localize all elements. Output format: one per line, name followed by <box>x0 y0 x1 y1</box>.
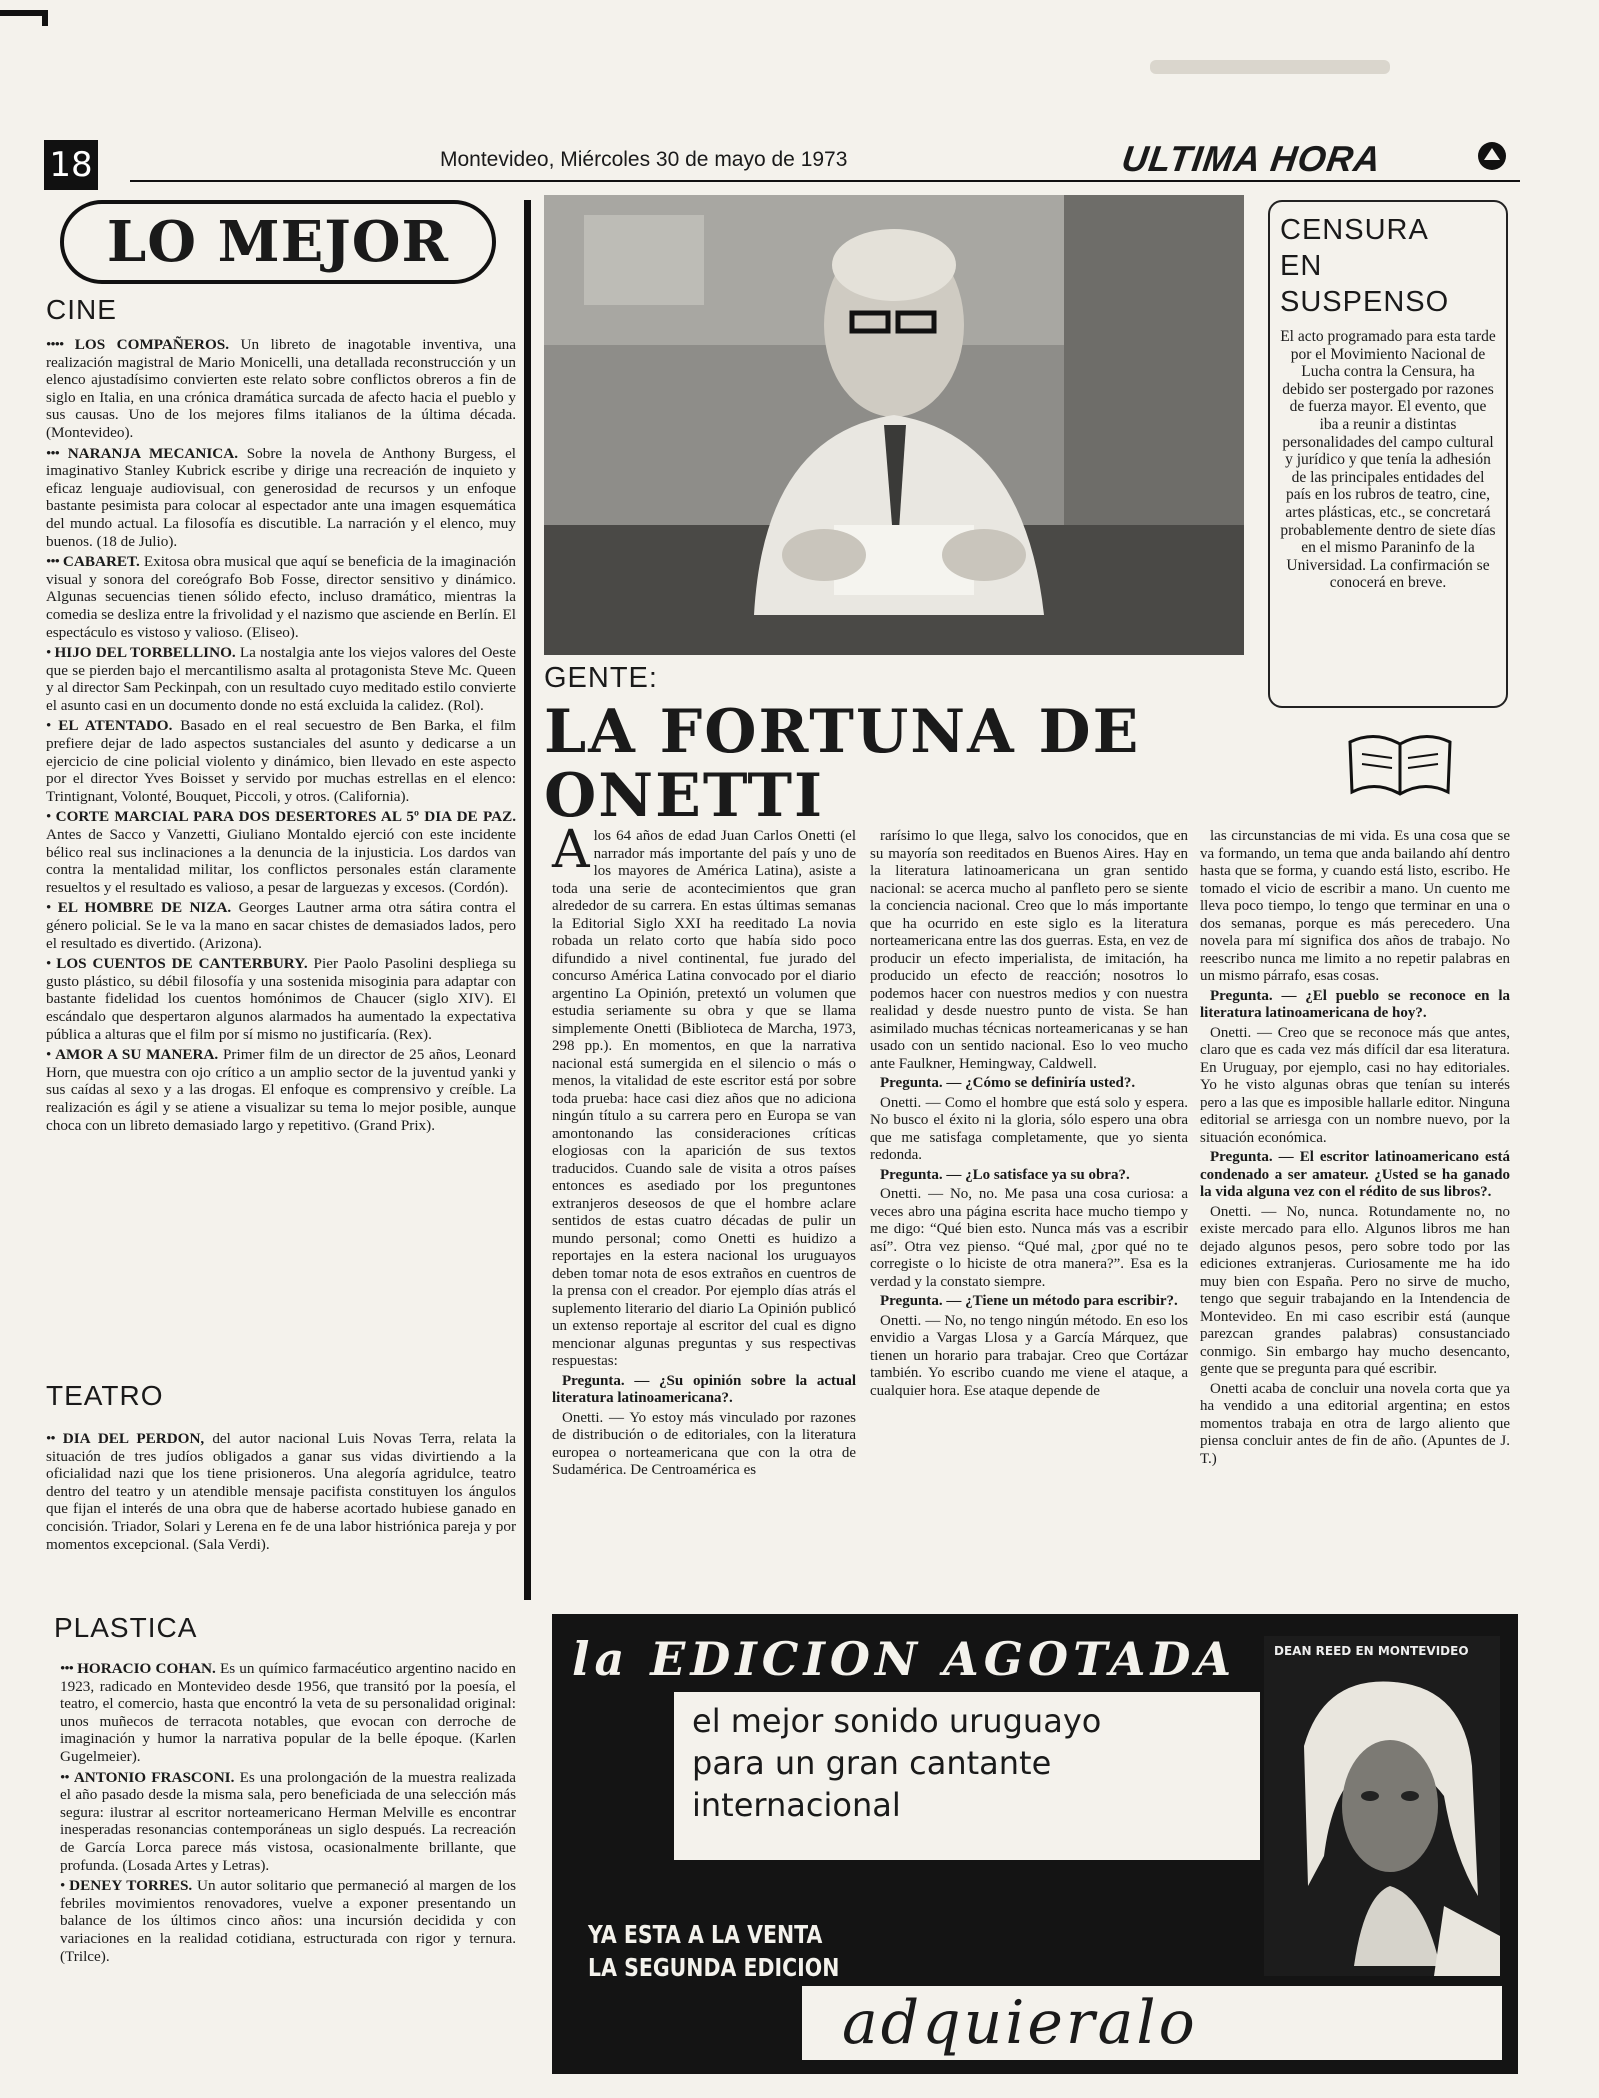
review-item: ••• CABARET. Exitosa obra musical que aquí se beneficia de la imaginación visual y sonora del coreógrafo Bob Fosse, director sensitivo y dinámico. Algunas secuencias tienen sólido efecto, incluso dramático, mientras la comedia se desliza entre la frivolidad y el nazismo que asciende en Berlín. El espectáculo es vistoso y valioso. (Eliseo). <box>46 553 517 641</box>
censura-box <box>1268 200 1508 708</box>
review-item: •••• LOS COMPAÑEROS. Un libreto de inagotable inventiva, una realización magistral de Mario Monicelli, una detallada reconstrucción y un elenco ajustadísimo convierten este relato sobre conflictos obreros a fin de siglo en Italia, en una crónica dramática surcada de afecto hacia el pueblo y sus causas. Uno de los mejores films italianos de la última década. (Montevideo). <box>46 336 517 441</box>
article-paragraph: Onetti. — Yo estoy más vinculado por razones de distribución o de editoriales, con la literatura europea o norteamericana que con la otra de Sudamérica. De Centroamérica es <box>552 1409 856 1478</box>
article-column-1 <box>552 820 856 1482</box>
article-paragraph: Onetti acaba de concluir una novela corta que ya ha vendido a una editorial argentina; en estos momentos trabaja en otra de largo aliento que piensa concluir antes de fin de año. (Apuntes de J. T.) <box>1200 1380 1510 1467</box>
article-paragraph: Onetti. — No, no tengo ningún método. En eso los envidio a Vargas Llosa y a García Márquez, que tienen un horario para trabajar. Creo que Cortázar también. Yo escribo cuando me viene el ataque, a cualquier hora. Ese ataque depende de <box>870 1312 1188 1399</box>
teatro-heading: TEATRO <box>46 1380 164 1411</box>
masthead-logo: ULTIMA HORA <box>1119 138 1384 179</box>
article-question: Pregunta. — El escritor latinoamericano está condenado a ser amateur. ¿Usted se ha ganado la vida alguna vez con el rédito de sus libros?. <box>1200 1149 1510 1200</box>
faded-stamp <box>1150 60 1390 74</box>
review-item: • EL HOMBRE DE NIZA. Georges Lautner arma otra sátira contra el género policial. Se le va la mano en sacar chistes de demasiados lados, pero el resultado es divertido. (Arizona). <box>46 899 517 952</box>
review-item: •• ANTONIO FRASCONI. Es una prolongación de la muestra realizada el año pasado desde la misma sala, pero beneficiada de una selección más segura: ilustrar al escritor norteamericano Herman Melville es encontrar inesperadas resonancias contemporáneas un siglo después. La recreación de García Lorca parece más vistosa, ocasionalmente brillante, que profunda. (Losada Artes y Letras). <box>60 1768 517 1874</box>
article-paragraph: Onetti. — No, nunca. Rotundamente no, no existe mercado para ello. Algunos libros me han dejado algunos pesos, pero sobre todo por las ediciones extranjeras. Curiosamente me ha ido muy bien con España. Pero no sirve de mucho, tengo que seguir trabajando en la Intendencia de Montevideo. En mi caso escribir está (aunque parezcan grandes palabras) consustanciado conmigo. Sin embargo hay mucho desencanto, gente que se pregunta para qué escribir. <box>1200 1203 1510 1377</box>
header-rule <box>130 180 1520 182</box>
review-item: • HIJO DEL TORBELLINO. La nostalgia ante los viejos valores del Oeste que se pierden bajo el mercantilismo asalta al protagonista Steve Mc. Queen y al director Sam Peckinpah, con un resultado cuyo meditado estilo convierte el asunto casi en un documento donde no está excluida la calidez. (Rol). <box>46 644 517 714</box>
cine-heading: CINE <box>46 294 117 325</box>
article-column-3 <box>1200 828 1510 1470</box>
portrait-caption: DEAN REED EN MONTEVIDEO <box>1274 1644 1469 1658</box>
article-question: Pregunta. — ¿Su opinión sobre la actual literatura latinoamericana?. <box>552 1372 856 1406</box>
review-item: • EL ATENTADO. Basado en el real secuestro de Ben Barka, el film prefiere dejar de lado aspectos sustanciales del asunto y dedicarse a un ejercicio de cine policial violento y dinámico, bien llevado en este aspecto por el director Yves Boisset y servido por muchas estrellas en el elenco: Trintignant, Volonté, Bouquet, Piccoli, y otros. (California). <box>46 717 516 805</box>
censura-title-3: SUSPENSO <box>1280 286 1450 318</box>
ad-slogan-line: internacional <box>692 1786 901 1824</box>
masthead-emblem-icon <box>1476 140 1508 172</box>
ad-sale-line: LA SEGUNDA EDICION <box>588 1953 840 1982</box>
open-book-icon <box>1340 722 1460 802</box>
article-column-2 <box>870 828 1188 1402</box>
ad-cta: adquieralo <box>842 1988 1198 2058</box>
article-paragraph: las circunstancias de mi vida. Es una cosa que se va formando, un tema que anda bailando ahí dentro hasta que se forma, y cuando está listo, escribo. He tomado el vicio de escribir a mano. Un cuento me lleva poco tiempo, lo tengo que terminar en una o dos semanas, porque es más perecedero. Una novela para mí significa dos años de trabajo. No reescribo nunca me limito a no repetir palabras en un mismo párrafo, esas cosas. <box>1200 828 1510 984</box>
article-question: Pregunta. — ¿El pueblo se reconoce en la literatura latinoamericana de hoy?. <box>1200 987 1510 1021</box>
onetti-photo <box>544 195 1244 655</box>
review-item: •• DIA DEL PERDON, del autor nacional Luis Novas Terra, relata la situación de tres judíos obligados a ganar sus vidas divirtiendo a la oficialidad nazi que los tiene prisioneros. Una alegoría agridulce, teatro dentro del teatro y un atendible mensaje pacifista constituyen los ángulos que fijan el interés de una obra que de haberse acortado hubiese ganado en concisión. Triador, Solari y Lerena en fe de una labor histriónica pareja y por momentos excepcional. (Sala Verdi). <box>46 1430 516 1553</box>
article-paragraph: rarísimo lo que llega, salvo los conocidos, que en su mayoría son reeditados en Buenos Aires. Hay en la literatura latinoamericana un gran sentido nacional: se acerca mucho al panfleto pero se siente la conciencia nacional. Creo que lo más importante que ha ocurrido en este siglo es la literatura norteamericana entre las dos guerras. Esta, en vez de producir un efecto imperialista, de imitación, ha producido un efecto de reacción; nosotros lo podemos hacer con nuestros medios y con nuestra realidad y desde nuestro punto de vista. Se han asimilado muchas técnicas norteamericanas y se han usado con un sentido nacional. Eso lo veo mucho ante Faulkner, Hemingway, Caldwell. <box>870 828 1188 1072</box>
ad-sale-line: YA ESTA A LA VENTA <box>588 1920 823 1949</box>
review-item: • CORTE MARCIAL PARA DOS DESERTORES AL 5º DIA DE PAZ. Antes de Sacco y Vanzetti, Giuliano Montaldo ejerció con este incidente bélico real sus inclinaciones a la denuncia de la injusticia. Los dardos van contra la mentalidad militar, los conflictos personales están claramente resueltos y el resultado es valioso, a pesar de larguezas y excesos. (Cordón). <box>46 808 517 896</box>
censura-title-1: CENSURA <box>1280 214 1429 246</box>
ad-sale-text <box>588 1918 839 1984</box>
ad-headline: la EDICION AGOTADA <box>572 1632 1237 1686</box>
review-item: ••• HORACIO COHAN. Es un químico farmacéutico argentino nacido en 1923, radicado en Montevideo desde 1956, que transitó por la poesía, el teatro, el comercio, hasta que encontró la veta de su personalidad original: unos muñecos de terracota notables, que evocan con derroche de imaginación y humor la narrativa popular de la belle époque. (Karlen Gugelmeier). <box>60 1660 517 1765</box>
review-item: • AMOR A SU MANERA. Primer film de un director de 25 años, Leonard Horn, que muestra con ojo crítico a un amplio sector de la juventud yanki y sus caídas al sexo y a las drogas. El enfoque es comprensivo y creíble. La realización es ágil y se atiene a visualizar su tema lo mejor posible, aunque choca con un libreto demasiado largo y repetitivo. (Grand Prix). <box>46 1046 517 1134</box>
article-question: Pregunta. — ¿Cómo se definiría usted?. <box>880 1075 1136 1091</box>
article-question: Pregunta. — ¿Tiene un método para escribir?. <box>880 1293 1178 1309</box>
ad-slogan-line: para un gran cantante <box>692 1744 1052 1782</box>
article-kicker: GENTE: <box>544 662 658 694</box>
censura-text: El acto programado para esta tarde por el Movimiento Nacional de Lucha contra la Censura, ha debido ser postergado por razones de fuerza mayor. El evento, que iba a reunir a distintas personalidades del campo cultural y jurídico y que tenía la adhesión de las principales entidades del país en los rubros de teatro, cine, artes plásticas, etc., se concretará probablemente dentro de siete días en el mismo Paraninfo de la Universidad. La confirmación se conocerá en breve. <box>1280 328 1496 592</box>
singer-portrait <box>1264 1636 1500 1976</box>
ad-slogan-panel <box>674 1692 1260 1860</box>
review-item: • LOS CUENTOS DE CANTERBURY. Pier Paolo Pasolini despliega su gusto plástico, su débil filosofía y una sostenida misoginia para adaptar con bastante fidelidad los cuentos homónimos de Chaucer (siglo XIV). El escándalo que despertaron algunos alarmados ha aumentado la expectativa pública a alturas que el film por sí mismo no justificaría. (Rex). <box>46 955 517 1043</box>
corner-mark <box>0 10 48 16</box>
cine-reviews <box>46 336 516 1137</box>
masthead <box>1119 138 1508 182</box>
article-paragraph: Onetti. — No, no. Me pasa una cosa curiosa: a veces abro una página escrita hace mucho tiempo y me digo: “Qué bien esto. Nunca más vas a escribir así”. Otra vez pienso. “Qué mal, ¿por qué no te corregiste o lo hiciste de otra manera?”. Esa es la verdad y la constato siempre. <box>870 1186 1188 1290</box>
column-divider <box>524 200 531 1600</box>
review-item: • DENEY TORRES. Un autor solitario que permaneció al margen de los febriles movimientos renovadores, vuelve a exponer presentando un balance de los últimos cinco años: una incursión decidida y con variaciones en la realidad cotidiana, estructurada con rigor y ternura. (Trilce). <box>60 1877 516 1965</box>
censura-title-2: EN <box>1280 250 1323 282</box>
review-item: ••• NARANJA MECANICA. Sobre la novela de Anthony Burgess, el imaginativo Stanley Kubrick escribe y dirige una recreación de inquieto y eficaz lenguaje audiovisual, con generosidad de recursos y un enfoque bastante pesimista para colocar al espectador ante una imagen esquemática del mundo actual. La filosofía es discutible. La narración y el elenco, muy buenos. (18 de Julio). <box>46 444 517 550</box>
plastica-heading: PLASTICA <box>54 1612 198 1643</box>
dateline: Montevideo, Miércoles 30 de mayo de 1973 <box>440 148 848 171</box>
article-lead: Alos 64 años de edad Juan Carlos Onetti (el narrador más importante del país y uno de los mayores de América Latina), asiste a toda una serie de acontecimientos que gran alrededor de su carrera. En estas últimas semanas la Editorial Siglo XXI ha reeditado La novia robada un relato corto que había sido poco difundido a nivel continental, fue jurado del concurso América Latina convocado por el diario argentino La Opinión, pretextó un volumen que estudia seriamente su obra y que se llama simplemente Onetti (Biblioteca de Marcha, 1973, 298 pp.). En momentos, en que la narrativa nacional está sumergida en el silencio o más o menos, la vitalidad de este escritor está por sobre toda prueba: hace casi diez años que no adiciona ningún título a su carrera pero en Europa se van amontonando las consideraciones críticas elogiosas con la aparición de sus textos traducidos. Cuando sale de visita a otros países entonces es asediado por los preguntones extranjeros deseosos de que el hombre aclare sentidos de estas cuatro décadas de pulir un mundo personal; como Onetti es huidizo a reportajes en la estera nacional los uruguayos deben tomar nota de esos extraños en cuentros de la prensa con el creador. Por ejemplo días atrás el suplemento literario del diario La Opinión publicó un extenso reportaje al escritor del cual es digno mencionar algunas preguntas y sus respectivas respuestas: <box>552 820 856 1369</box>
ad-cta-panel <box>802 1986 1502 2060</box>
ad-slogan-line: el mejor sonido uruguayo <box>692 1702 1102 1740</box>
page-number: 18 <box>44 140 98 190</box>
lo-mejor-title: LO MEJOR <box>60 200 496 284</box>
corner-mark-stem <box>42 10 48 26</box>
teatro-reviews <box>46 1430 516 1556</box>
article-headline: LA FORTUNA DE ONETTI <box>544 697 1141 831</box>
plastica-reviews <box>60 1660 516 1968</box>
article-paragraph: Onetti. — Creo que se reconoce más que antes, claro que es cada vez más difícil dar esa literatura. En Uruguay, por ejemplo, casi no hay editoriales. Yo he visto algunas obras que tenían su interés pero a las que es imposible hallarle editor. Ninguna editorial se arriesga con un nombre nuevo, por la situación económica. <box>1200 1024 1510 1146</box>
article-question: Pregunta. — ¿Lo satisface ya su obra?. <box>880 1166 1130 1183</box>
article-paragraph: Onetti. — Como el hombre que está solo y espera. No busco el éxito ni la gloria, sólo espero una obra que me satisfaga completamente, que yo sienta redonda. <box>870 1094 1188 1163</box>
record-advertisement <box>552 1614 1518 2074</box>
